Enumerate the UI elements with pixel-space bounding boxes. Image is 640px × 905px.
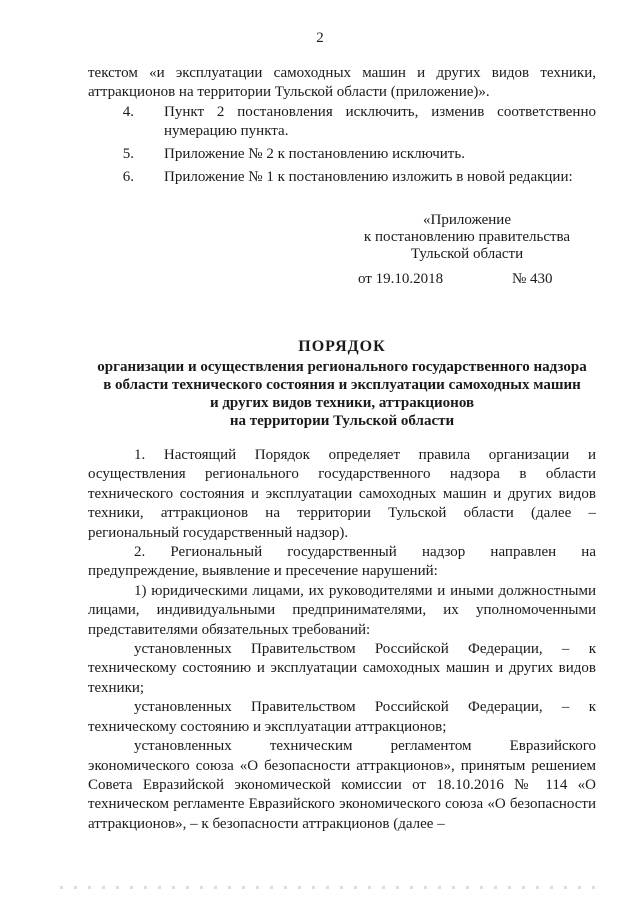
appendix-line: к постановлению правительства xyxy=(363,229,571,245)
list-item xyxy=(88,145,596,164)
page-number: 2 xyxy=(316,30,324,46)
body-paragraph: 1) юридическими лицами, их руководителями и иными должностными лицами, индивидуальными предпринимателями, их уполномоченными представителями обязательных требований: xyxy=(88,582,596,638)
document-body xyxy=(88,446,596,834)
subtitle-line: на территории Тульской области xyxy=(229,413,455,429)
body-paragraph: установленных Правительством Российской Федерации, – к техническому состоянию и эксплуатации самоходных машин и других видов техники; xyxy=(88,641,596,696)
list-item-number: 5. xyxy=(122,146,134,162)
body-paragraph: установленных техническим регламентом Евразийского экономического союза «О безопасности аттракционов», принятым решением Совета Евразийской экономической комиссии от 18.10.2016 № 114 «О техническом регламенте Евразийского экономического союза «О безопасности аттракционов», – к безопасности аттракционов (далее – xyxy=(88,738,596,832)
appendix-line: Тульской области xyxy=(410,246,524,262)
body-paragraph: 2. Региональный государственный надзор направлен на предупреждение, выявление и пресечение нарушений: xyxy=(88,544,596,580)
appendix-date: от 19.10.2018 xyxy=(358,271,444,287)
scan-artifact xyxy=(60,886,600,889)
list-item-number: 6. xyxy=(122,169,134,185)
subtitle-line: в области технического состояния и эксплуатации самоходных машин xyxy=(103,377,581,393)
appendix-header xyxy=(352,212,582,263)
list-item-text: Приложение № 1 к постановлению изложить в новой редакции: xyxy=(164,169,573,185)
appendix-line: «Приложение xyxy=(422,212,511,228)
top-paragraph-text: текстом «и эксплуатации самоходных машин и других видов техники, аттракционов на территории Тульской области (приложение)». xyxy=(88,65,596,100)
list-item-text: Приложение № 2 к постановлению исключить. xyxy=(164,146,465,162)
appendix-number: № 430 xyxy=(512,271,553,287)
body-paragraph: 1. Настоящий Порядок определяет правила организации и осуществления регионального государственного надзора в области технического состояния и эксплуатации самоходных машин и других видов техники, аттракционов на территории Тульской области (далее – региональный государственный надзор). xyxy=(88,447,596,541)
subtitle-line: организации и осуществления регионального государственного надзора xyxy=(97,359,587,375)
document-heading: ПОРЯДОК xyxy=(298,338,386,355)
document-subtitle xyxy=(88,358,596,430)
list-item xyxy=(88,103,596,141)
list-item xyxy=(88,168,596,187)
top-paragraph xyxy=(88,64,596,102)
list-item-number: 4. xyxy=(122,104,134,120)
list-item-text: Пункт 2 постановления исключить, изменив соответственно нумерацию пункта. xyxy=(164,104,596,139)
body-paragraph: установленных Правительством Российской Федерации, – к техническому состоянию и эксплуатации аттракционов; xyxy=(88,699,596,735)
subtitle-line: и других видов техники, аттракционов xyxy=(209,395,475,411)
amendment-list xyxy=(88,103,596,187)
